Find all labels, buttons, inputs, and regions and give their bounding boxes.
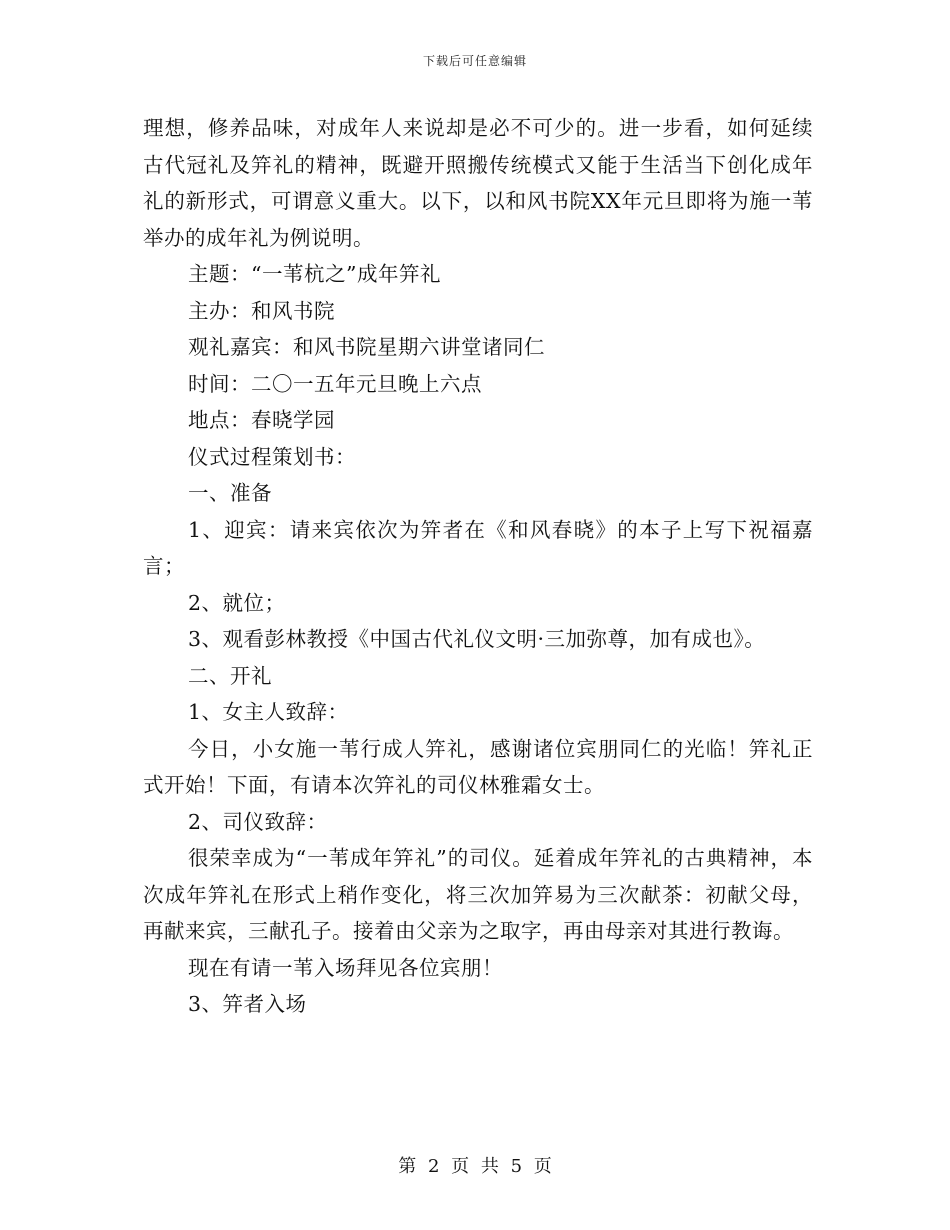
paragraph: 主办：和风书院 <box>188 298 335 323</box>
paragraph: 理想，修养品味，对成年人来说却是必不可少的。进一步看，如何延续古代冠礼及笄礼的精神，既避开照搬传统模式又能于生活当下创化成年礼的新形式，可谓意义重大。以下，以和风书院XX年元旦即将为施一苇举办的成年礼为例说明。 <box>143 116 813 250</box>
paragraph: 地点：春晓学园 <box>188 408 335 432</box>
paragraph: 1、女主人致辞： <box>188 700 349 724</box>
paragraph: 2、就位； <box>188 590 286 615</box>
paragraph: 现在有请一苇入场拜见各位宾朋！ <box>188 955 503 980</box>
page-footer: 第 2 页 共 5 页 <box>398 1156 552 1177</box>
paragraph: 很荣幸成为“一苇成年笄礼”的司仪。延着成年笄礼的古典精神，本次成年笄礼在形式上稍作变化，将三次加笄易为三次献茶：初献父母，再献来宾，三献孔子。接着由父亲为之取字，再由母亲对其进行教诲。 <box>143 846 813 943</box>
paragraph: 主题：“一苇杭之”成年笄礼 <box>188 262 441 286</box>
paragraph: 观礼嘉宾：和风书院星期六讲堂诸同仁 <box>188 335 545 359</box>
paragraph: 3、笄者入场 <box>188 992 307 1016</box>
page-header: 下载后可任意编辑 <box>422 54 527 68</box>
paragraph: 一、准备 <box>188 481 272 505</box>
paragraph: 时间：二〇一五年元旦晚上六点 <box>188 371 482 396</box>
paragraph: 二、开礼 <box>188 663 272 688</box>
paragraph: 1、迎宾：请来宾依次为笄者在《和风春晓》的本子上写下祝福嘉言； <box>143 517 813 578</box>
paragraph: 2、司仪致辞： <box>188 809 328 834</box>
document-body <box>143 110 813 1023</box>
paragraph: 今日，小女施一苇行成人笄礼，感谢诸位宾朋同仁的光临！笄礼正式开始！下面，有请本次笄礼的司仪林雅霜女士。 <box>143 736 813 797</box>
paragraph: 仪式过程策划书： <box>188 444 356 469</box>
paragraph: 3、观看彭林教授《中国古代礼仪文明·三加弥尊，加有成也》。 <box>188 627 766 651</box>
